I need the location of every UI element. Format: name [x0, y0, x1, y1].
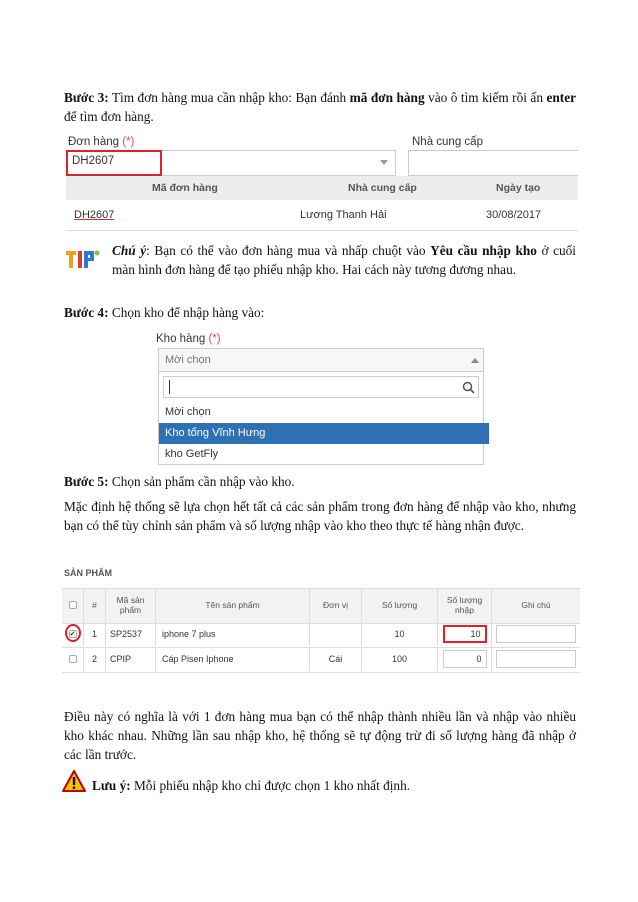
step3-paragraph [64, 88, 576, 126]
import-qty-input[interactable]: 10 [443, 625, 487, 643]
step5-text: Chọn sản phẩm cần nhập vào kho. [108, 474, 295, 489]
warehouse-option[interactable]: kho GetFly [165, 448, 219, 460]
row-created-date: 30/08/2017 [486, 209, 542, 221]
row-product-name: iphone 7 plus [156, 622, 310, 646]
col-product-name: Tên sản phẩm [156, 589, 310, 621]
warehouse-dropdown-screenshot [156, 330, 486, 465]
tip-text: : Bạn có thể vào đơn hàng mua và nhấp chuột vào [146, 243, 431, 258]
col-import-qty: Số lượng nhập [438, 589, 492, 621]
supplier-label: Nhà cung cấp [412, 136, 483, 148]
import-qty-input[interactable]: 0 [443, 650, 487, 668]
tip-label: Chú ý [112, 243, 147, 258]
tip-icon [66, 248, 100, 270]
col-supplier: Nhà cung cấp [348, 182, 417, 194]
order-table-row[interactable] [66, 200, 578, 231]
order-search-screenshot [64, 132, 578, 232]
col-unit: Đơn vị [310, 589, 362, 621]
warehouse-option-highlighted[interactable]: Kho tổng Vĩnh Hưng [159, 423, 489, 444]
row-checkbox-checked[interactable]: ✔ [69, 630, 76, 638]
step4-text: Chọn kho để nhập hàng vào: [108, 305, 265, 320]
step5-paragraph [64, 472, 295, 491]
tip-bold: Yêu cầu nhập kho [430, 243, 537, 258]
row-unit [310, 622, 362, 646]
checkbox-highlight-circle [65, 624, 81, 642]
default-selection-paragraph: Mặc định hệ thống sẽ lựa chọn hết tất cả các sản phẩm trong đơn hàng để nhập vào kho, nhưng bạn có thể tùy chỉnh sản phẩm và số lượng nhập vào kho theo thực tế hàng nhận được. [64, 499, 576, 533]
warehouse-select[interactable] [158, 348, 484, 372]
warehouse-search-input[interactable] [163, 376, 479, 398]
step3-label: Bước 3: [64, 90, 109, 105]
step4-label: Bước 4: [64, 305, 109, 320]
warning-paragraph [92, 776, 410, 795]
warehouse-selected-value: Mời chọn [165, 354, 211, 366]
step3-text: để tìm đơn hàng. [64, 109, 154, 124]
table-row[interactable] [62, 622, 580, 648]
note-input[interactable] [496, 625, 576, 643]
warning-text: Mỗi phiếu nhập kho chỉ được chọn 1 kho nhất định. [130, 778, 411, 793]
tip-paragraph [112, 241, 576, 279]
row-num: 1 [84, 622, 106, 646]
row-product-name: Cáp Pisen Iphone [156, 647, 310, 671]
warehouse-label: Kho hàng (*) [156, 333, 221, 345]
order-value: DH2607 [72, 155, 115, 167]
products-section-title: SẢN PHẨM [64, 568, 113, 578]
row-num: 2 [84, 647, 106, 671]
multiple-import-paragraph: Điều này có nghĩa là với 1 đơn hàng mua bạn có thể nhập thành nhiều lần và nhập vào nhiều kho khác nhau. Những lần sau nhập kho, hệ thống sẽ tự động trừ đi số lượng hàng đã nhập ở các lần trước. [64, 709, 576, 762]
step4-paragraph [64, 303, 264, 322]
chevron-up-icon[interactable] [471, 358, 479, 363]
products-table-header [62, 588, 580, 624]
row-qty: 10 [362, 622, 438, 646]
step5-label: Bước 5: [64, 474, 109, 489]
row-checkbox[interactable] [69, 655, 77, 663]
table-row[interactable] [62, 647, 580, 673]
order-table-header [66, 176, 578, 200]
col-order-code: Mã đơn hàng [152, 182, 218, 194]
supplier-input[interactable] [408, 150, 578, 176]
step3-bold-order-code: mã đơn hàng [349, 90, 425, 105]
col-qty: Số lượng [362, 589, 438, 621]
note-input[interactable] [496, 650, 576, 668]
search-icon[interactable] [462, 381, 475, 394]
step3-bold-enter: enter [546, 90, 576, 105]
step3-text: Tìm đơn hàng mua cần nhập kho: Bạn đánh [108, 90, 350, 105]
step3-text: vào ô tìm kiếm rồi ấn [424, 90, 547, 105]
chevron-down-icon[interactable] [380, 160, 388, 165]
warning-label: Lưu ý: [92, 778, 131, 793]
row-supplier: Lương Thanh Hải [300, 209, 387, 221]
warning-icon [62, 770, 86, 792]
warehouse-dropdown-panel [158, 372, 484, 465]
col-num: # [84, 589, 106, 621]
row-order-code: DH2607 [74, 209, 115, 221]
warehouse-option[interactable]: Mời chọn [165, 406, 211, 418]
col-product-code: Mã sản phẩm [106, 589, 156, 621]
row-product-code: CPIP [106, 647, 156, 671]
col-note: Ghi chú [521, 600, 551, 610]
tip-text: ở cuối màn hình đơn hàng để tạo phiếu nhập kho. Hai cách này tương đương nhau. [112, 243, 576, 277]
col-created-date: Ngày tạo [496, 182, 541, 194]
select-all-checkbox[interactable] [69, 601, 77, 609]
row-unit: Cái [310, 647, 362, 671]
order-label: Đơn hàng (*) [68, 136, 135, 148]
products-screenshot [62, 564, 580, 672]
row-product-code: SP2537 [106, 622, 156, 646]
row-qty: 100 [362, 647, 438, 671]
